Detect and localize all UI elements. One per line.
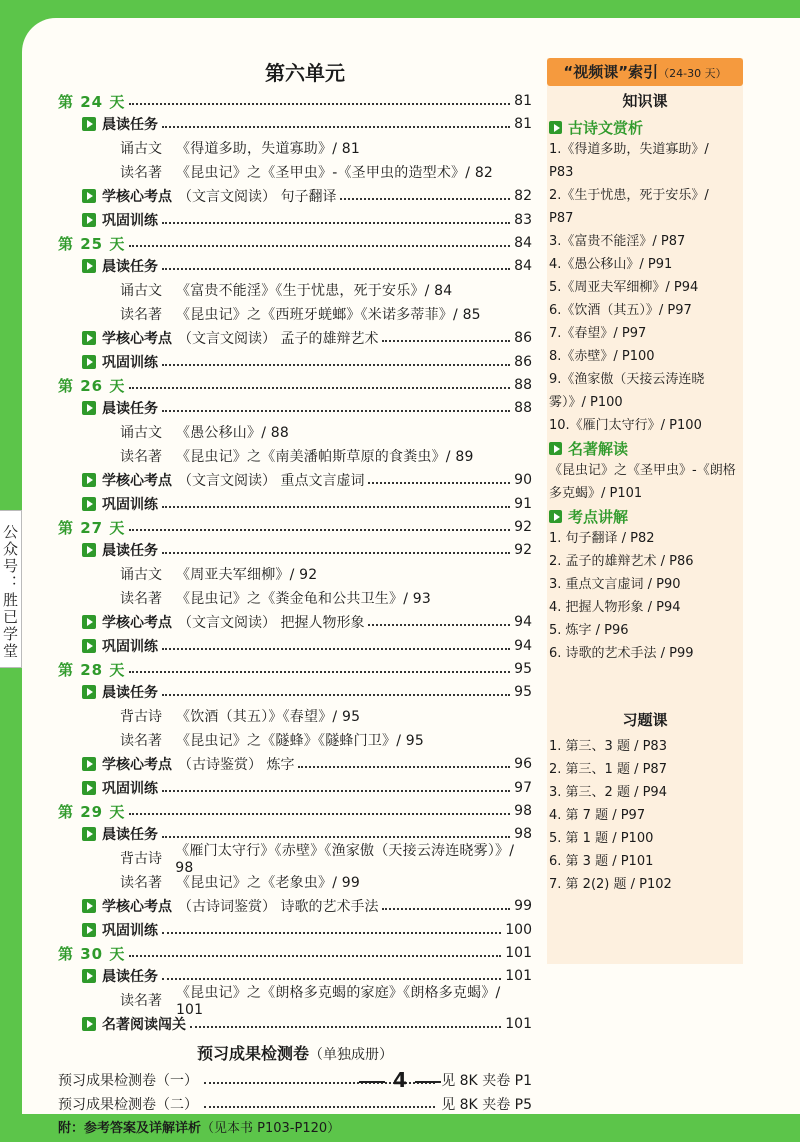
page-ref: 94 xyxy=(514,638,532,654)
reading-kind: 诵古文 xyxy=(120,425,162,441)
task-row[interactable] xyxy=(58,492,532,516)
reading-kind: 诵古文 xyxy=(120,567,162,583)
exercise-item[interactable]: 6. 第 3 题 / P101 xyxy=(549,854,654,869)
task-title: 巩固训练 xyxy=(102,213,158,229)
task-row[interactable] xyxy=(58,776,532,800)
page-number xyxy=(0,1068,800,1092)
index-category xyxy=(547,505,743,527)
reading-item[interactable] xyxy=(58,302,532,326)
exercise-item[interactable]: 1. 第三、3 题 / P83 xyxy=(549,739,667,754)
day-header[interactable] xyxy=(58,90,532,112)
page-ref: 101 xyxy=(505,968,532,984)
task-title: 学核心考点 xyxy=(102,189,172,205)
exercise-item[interactable]: 2. 第三、1 题 / P87 xyxy=(549,762,667,777)
page-ref: 84 xyxy=(514,235,532,251)
reading-kind: 读名著 xyxy=(120,591,162,607)
task-row[interactable] xyxy=(58,396,532,420)
category-name: 考点讲解 xyxy=(568,507,629,526)
play-icon xyxy=(82,923,96,937)
leader-dots xyxy=(340,198,510,200)
reading-item[interactable] xyxy=(58,160,532,184)
index-item[interactable]: 7.《春望》/ P97 xyxy=(549,326,647,341)
index-item[interactable]: 4. 把握人物形象 / P94 xyxy=(549,600,681,615)
leader-dots xyxy=(382,908,510,910)
task-title: 晨读任务 xyxy=(102,259,158,275)
page-ref: 95 xyxy=(514,661,532,677)
test-label: 预习成果检测卷（一） xyxy=(58,1073,198,1089)
task-row[interactable] xyxy=(58,610,532,634)
play-icon xyxy=(82,781,96,795)
task-row[interactable] xyxy=(58,918,532,942)
task-row[interactable] xyxy=(58,112,532,136)
reading-kind: 读名著 xyxy=(120,875,162,891)
reading-kind: 诵古文 xyxy=(120,283,162,299)
play-icon xyxy=(82,213,96,227)
test-label: 预习成果检测卷（二） xyxy=(58,1097,198,1113)
page-ref: 90 xyxy=(514,472,532,488)
reading-text: 《昆虫记》之《圣甲虫》-《圣甲虫的造型术》/ 82 xyxy=(176,165,494,181)
play-icon xyxy=(82,969,96,983)
index-item[interactable]: 5. 炼字 / P96 xyxy=(549,623,629,638)
task-extra: （文言文阅读） 把握人物形象 xyxy=(178,615,365,631)
page-ref: 99 xyxy=(514,898,532,914)
play-icon xyxy=(549,442,562,455)
reading-item[interactable] xyxy=(58,562,532,586)
leader-dots xyxy=(190,1026,501,1028)
page-ref: 92 xyxy=(514,542,532,558)
reading-text: 《得道多助，失道寡助》/ 81 xyxy=(176,141,360,157)
reading-text: 《饮酒（其五）》《春望》/ 95 xyxy=(176,709,361,725)
task-title: 晨读任务 xyxy=(102,543,158,559)
test-title-note: （单独成册） xyxy=(309,1047,393,1063)
leader-dots xyxy=(162,552,510,554)
play-icon xyxy=(549,510,562,523)
spacer xyxy=(547,665,743,705)
task-row[interactable] xyxy=(58,208,532,232)
leader-dots xyxy=(129,103,510,105)
test-title xyxy=(58,1040,532,1068)
reading-item[interactable] xyxy=(58,985,532,1018)
exercise-item[interactable]: 4. 第 7 题 / P97 xyxy=(549,808,646,823)
leader-dots xyxy=(162,836,510,838)
play-icon xyxy=(82,497,96,511)
category-name: 古诗文赏析 xyxy=(568,118,644,137)
leader-dots xyxy=(382,340,510,342)
reading-text: 《周亚夫军细柳》/ 92 xyxy=(176,567,318,583)
reading-text: 《昆虫记》之《老象虫》/ 99 xyxy=(176,875,360,891)
play-icon xyxy=(82,685,96,699)
task-row[interactable] xyxy=(58,752,532,776)
task-title: 巩固训练 xyxy=(102,497,158,513)
leader-dots xyxy=(162,222,510,224)
reading-item[interactable] xyxy=(58,704,532,728)
reading-text: 《昆虫记》之《朗格多克蝎的家庭》《朗格多克蝎》/ 101 xyxy=(175,985,501,1018)
exercise-item[interactable]: 7. 第 2(2) 题 / P102 xyxy=(549,877,672,892)
reading-kind: 诵古文 xyxy=(120,141,162,157)
page-ref: 98 xyxy=(514,826,532,842)
page-ref: 84 xyxy=(514,258,532,274)
play-icon xyxy=(82,331,96,345)
day-header[interactable] xyxy=(58,516,532,538)
index-header-range: （24-30 天） xyxy=(658,67,727,80)
index-category xyxy=(547,437,743,459)
page-ref: 86 xyxy=(514,354,532,370)
exercise-item[interactable]: 3. 第三、2 题 / P94 xyxy=(549,785,667,800)
day-label: 第 26 天 xyxy=(58,376,126,395)
index-item[interactable]: P87 xyxy=(549,211,574,226)
dash-right xyxy=(415,1081,441,1083)
footnote xyxy=(58,1116,532,1142)
play-icon xyxy=(82,189,96,203)
reading-kind: 读名著 xyxy=(120,993,162,1009)
leader-dots xyxy=(129,955,501,957)
index-header xyxy=(547,58,743,86)
test-title-text: 预习成果检测卷 xyxy=(196,1044,309,1063)
reading-item[interactable] xyxy=(58,728,532,752)
task-extra: （文言文阅读） 句子翻译 xyxy=(178,189,337,205)
task-title: 晨读任务 xyxy=(102,401,158,417)
index-categories xyxy=(547,116,743,665)
task-title: 晨读任务 xyxy=(102,969,158,985)
task-row[interactable] xyxy=(58,326,532,350)
page-ref: 94 xyxy=(514,614,532,630)
page-ref: 92 xyxy=(514,519,532,535)
reading-item[interactable] xyxy=(58,843,532,876)
task-title: 晨读任务 xyxy=(102,827,158,843)
leader-dots xyxy=(162,126,510,128)
index-item[interactable]: 10.《雁门太守行》/ P100 xyxy=(549,418,702,433)
play-icon xyxy=(82,827,96,841)
leader-dots xyxy=(162,410,510,412)
play-icon xyxy=(82,639,96,653)
play-icon xyxy=(82,473,96,487)
table-of-contents xyxy=(58,56,532,1142)
day-header[interactable] xyxy=(58,942,532,964)
index-item[interactable]: 6. 诗歌的艺术手法 / P99 xyxy=(549,646,694,661)
page-ref: 97 xyxy=(514,780,532,796)
task-title: 巩固训练 xyxy=(102,923,158,939)
task-title: 巩固训练 xyxy=(102,639,158,655)
day-label: 第 24 天 xyxy=(58,92,126,111)
play-icon xyxy=(82,401,96,415)
test-ref: 见 8K 夹卷 P1 xyxy=(441,1073,532,1089)
page-ref: 82 xyxy=(514,188,532,204)
index-header-title: “视频课”索引 xyxy=(563,63,659,81)
task-row[interactable] xyxy=(58,894,532,918)
reading-text: 《昆虫记》之《西班牙蜣螂》《米诺多蒂菲》/ 85 xyxy=(176,307,481,323)
play-icon xyxy=(82,615,96,629)
leader-dots xyxy=(162,790,510,792)
page-number-text: 4 xyxy=(393,1068,407,1092)
day-label: 第 29 天 xyxy=(58,802,126,821)
reading-text: 《雁门太守行》《赤壁》《渔家傲（天接云涛连晓雾）》/ 98 xyxy=(175,843,515,876)
play-icon xyxy=(82,355,96,369)
exercise-list xyxy=(547,735,743,896)
page-ref: 81 xyxy=(514,93,532,109)
task-title: 晨读任务 xyxy=(102,117,158,133)
day-header[interactable] xyxy=(58,232,532,254)
leader-dots xyxy=(204,1106,435,1108)
reading-text: 《昆虫记》之《南美潘帕斯草原的食粪虫》/ 89 xyxy=(176,449,474,465)
page-ref: 100 xyxy=(505,922,532,938)
page-ref: 83 xyxy=(514,212,532,228)
index-item[interactable]: 雾）》/ P100 xyxy=(549,395,623,410)
task-row[interactable] xyxy=(58,680,532,704)
leader-dots xyxy=(129,529,510,531)
category-name: 名著解读 xyxy=(568,439,629,458)
task-title: 晨读任务 xyxy=(102,685,158,701)
page-ref: 91 xyxy=(514,496,532,512)
reading-item[interactable] xyxy=(58,136,532,160)
reading-text: 《昆虫记》之《粪金龟和公共卫生》/ 93 xyxy=(176,591,431,607)
leader-dots xyxy=(162,506,510,508)
index-item[interactable]: 多克蝎》/ P101 xyxy=(549,486,643,501)
test-ref: 见 8K 夹卷 P5 xyxy=(441,1097,532,1113)
footnote-normal: （见本书 P103-P120） xyxy=(201,1121,341,1136)
play-icon xyxy=(82,899,96,913)
index-item[interactable]: 8.《赤壁》/ P100 xyxy=(549,349,655,364)
task-extra: （古诗鉴赏） 炼字 xyxy=(178,757,295,773)
task-row[interactable] xyxy=(58,634,532,658)
leader-dots xyxy=(162,364,510,366)
task-extra: （古诗词鉴赏） 诗歌的艺术手法 xyxy=(178,899,379,915)
index-item[interactable]: 《昆虫记》之《圣甲虫》-《朗格 xyxy=(549,463,736,478)
task-title: 学核心考点 xyxy=(102,615,172,631)
index-item[interactable]: 3. 重点文言虚词 / P90 xyxy=(549,577,681,592)
reading-kind: 读名著 xyxy=(120,733,162,749)
index-item[interactable]: 1. 句子翻译 / P82 xyxy=(549,531,655,546)
day-label: 第 27 天 xyxy=(58,518,126,537)
index-item[interactable]: 2.《生于忧患，死于安乐》/ xyxy=(549,188,709,203)
leader-dots xyxy=(368,482,510,484)
reading-kind: 读名著 xyxy=(120,307,162,323)
day-header[interactable] xyxy=(58,658,532,680)
page-ref: 88 xyxy=(514,400,532,416)
play-icon xyxy=(82,543,96,557)
exercise-item[interactable]: 5. 第 1 题 / P100 xyxy=(549,831,654,846)
reading-item[interactable] xyxy=(58,444,532,468)
leader-dots xyxy=(129,387,510,389)
video-index-panel xyxy=(547,58,743,964)
reading-item[interactable] xyxy=(58,278,532,302)
play-icon xyxy=(82,117,96,131)
play-icon xyxy=(82,757,96,771)
task-row[interactable] xyxy=(58,350,532,374)
index-category xyxy=(547,116,743,138)
reading-kind: 背古诗 xyxy=(120,709,162,725)
leader-dots xyxy=(162,268,510,270)
day-label: 第 28 天 xyxy=(58,660,126,679)
page-ref: 101 xyxy=(505,1016,532,1032)
day-label: 第 25 天 xyxy=(58,234,126,253)
leader-dots xyxy=(162,648,510,650)
reading-item[interactable] xyxy=(58,586,532,610)
test-row[interactable] xyxy=(58,1092,532,1116)
footnote-bold: 附：参考答案及详解详析 xyxy=(58,1121,202,1136)
reading-kind: 读名著 xyxy=(120,449,162,465)
task-extra: （文言文阅读） 重点文言虚词 xyxy=(178,473,365,489)
leader-dots xyxy=(129,671,510,673)
task-row[interactable] xyxy=(58,538,532,562)
exercise-title: 习题课 xyxy=(622,711,668,729)
knowledge-title: 知识课 xyxy=(622,92,668,110)
day-label: 第 30 天 xyxy=(58,944,126,963)
index-item[interactable]: 2. 孟子的雄辩艺术 / P86 xyxy=(549,554,694,569)
play-icon xyxy=(549,121,562,134)
leader-dots xyxy=(368,624,510,626)
index-item[interactable]: 3.《富贵不能淫》/ P87 xyxy=(549,234,686,249)
play-icon xyxy=(82,259,96,273)
task-row[interactable] xyxy=(58,184,532,208)
leader-dots xyxy=(129,813,510,815)
index-item[interactable]: 6.《饮酒（其五）》/ P97 xyxy=(549,303,692,318)
leader-dots xyxy=(298,766,510,768)
page-ref: 81 xyxy=(514,116,532,132)
task-row[interactable] xyxy=(58,468,532,492)
reading-text: 《愚公移山》/ 88 xyxy=(176,425,289,441)
index-item[interactable]: 4.《愚公移山》/ P91 xyxy=(549,257,673,272)
task-title: 巩固训练 xyxy=(102,355,158,371)
dash-left xyxy=(359,1081,385,1083)
task-title: 巩固训练 xyxy=(102,781,158,797)
side-tab: 公众号：胜已学堂 xyxy=(0,510,22,668)
unit-title: 第六单元 xyxy=(265,61,345,85)
reading-kind: 读名著 xyxy=(120,165,162,181)
task-title: 学核心考点 xyxy=(102,473,172,489)
leader-dots xyxy=(162,932,501,934)
reading-kind: 背古诗 xyxy=(120,851,162,867)
day-header[interactable] xyxy=(58,800,532,822)
page-ref: 96 xyxy=(514,756,532,772)
play-icon xyxy=(82,1017,96,1031)
page-ref: 88 xyxy=(514,377,532,393)
task-extra: （文言文阅读） 孟子的雄辩艺术 xyxy=(178,331,379,347)
task-title: 学核心考点 xyxy=(102,331,172,347)
page-ref: 101 xyxy=(505,945,532,961)
page-ref: 86 xyxy=(514,330,532,346)
index-item[interactable]: 1.《得道多助，失道寡助》/ xyxy=(549,142,709,157)
reading-text: 《昆虫记》之《隧蜂》《隧蜂门卫》/ 95 xyxy=(176,733,424,749)
index-item[interactable]: P83 xyxy=(549,165,574,180)
index-item[interactable]: 9.《渔家傲（天接云涛连晓 xyxy=(549,372,705,387)
reading-text: 《富贵不能淫》《生于忧患，死于安乐》/ 84 xyxy=(176,283,453,299)
day-header[interactable] xyxy=(58,374,532,396)
index-item[interactable]: 5.《周亚夫军细柳》/ P94 xyxy=(549,280,699,295)
reading-item[interactable] xyxy=(58,420,532,444)
task-title: 学核心考点 xyxy=(102,899,172,915)
task-title: 名著阅读闯关 xyxy=(102,1017,186,1033)
page-ref: 95 xyxy=(514,684,532,700)
days-list xyxy=(58,90,532,1036)
leader-dots xyxy=(162,978,501,980)
leader-dots xyxy=(129,245,510,247)
task-row[interactable] xyxy=(58,254,532,278)
leader-dots xyxy=(162,694,510,696)
page-ref: 98 xyxy=(514,803,532,819)
task-title: 学核心考点 xyxy=(102,757,172,773)
